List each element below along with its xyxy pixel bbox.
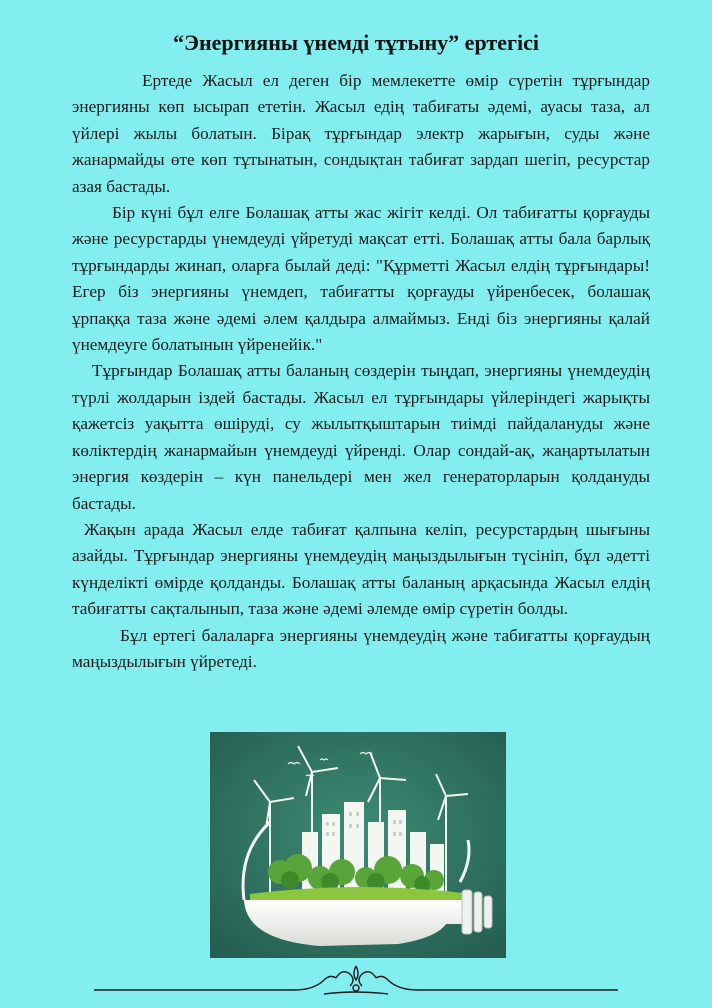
paragraph-2: Бір күні бұл елге Болашақ атты жас жігіт келді. Ол табиғатты қорғауды және ресурстарды үнемдеуді үйретуді мақсат етті. Болашақ атты бала барлық тұрғындарды жинап, оларға былай деді: "Құрметті Жасыл елдің тұрғындары! Егер біз энергияны үнемдеп, табиғатты қорғауды үйренбесек, болашақ ұрпаққа таза және әдемі әлем қалдыра алмаймыз. Енді біз энергияны қалай үнемдеуге болатынын үйренейік." (72, 203, 650, 355)
document-title: “Энергияны үнемді тұтыну” ертегісі (173, 30, 539, 55)
eco-city-lightbulb-illustration (210, 732, 506, 958)
story-text (72, 68, 650, 675)
paragraph-4: Жақын арада Жасыл елде табиғат қалпына келіп, ресурстардың шығыны азайды. Тұрғындар энергияны үнемдеудің маңыздылығын түсініп, бұл әдетті күнделікті өмірде қолданды. Болашақ атты баланың арқасында Жасыл елдің табиғатты сақталынып, таза және әдемі әлемде өмір сүретін болды. (72, 519, 650, 619)
paragraph-5: Бұл ертегі балаларға энергияны үнемдеудің және табиғатты қорғаудың маңыздылығын үйретеді. (72, 625, 650, 671)
paragraph-1: Ертеде Жасыл ел деген бір мемлекетте өмір сүретін тұрғындар энергияны көп ысырап ететін. Жасыл едің табиғаты әдемі, ауасы таза, ал үйлері жылы болатын. Бірақ тұрғындар электр жарығын, суды және жанармайды өте көп тұтынатын, сондықтан табиғат зардап шегіп, ресурстар азая бастады. (72, 71, 650, 196)
paragraph-3: Тұрғындар Болашақ атты баланың сөздерін тыңдап, энергияны үнемдеудің түрлі жолдарын іздей бастады. Жасыл ел тұрғындары үйлеріндегі жарықты қажетсіз уақытта өшіруді, су жылытқыштарын тиімді пайдалануды және көліктердің жанармайын үнемдеуді үйренді. Олар сондай-ақ, жаңартылатын энергия көздерін – күн панельдері мен жел генераторларын қолдануды бастады. (72, 361, 650, 513)
decorative-divider-ornament (94, 960, 618, 1000)
